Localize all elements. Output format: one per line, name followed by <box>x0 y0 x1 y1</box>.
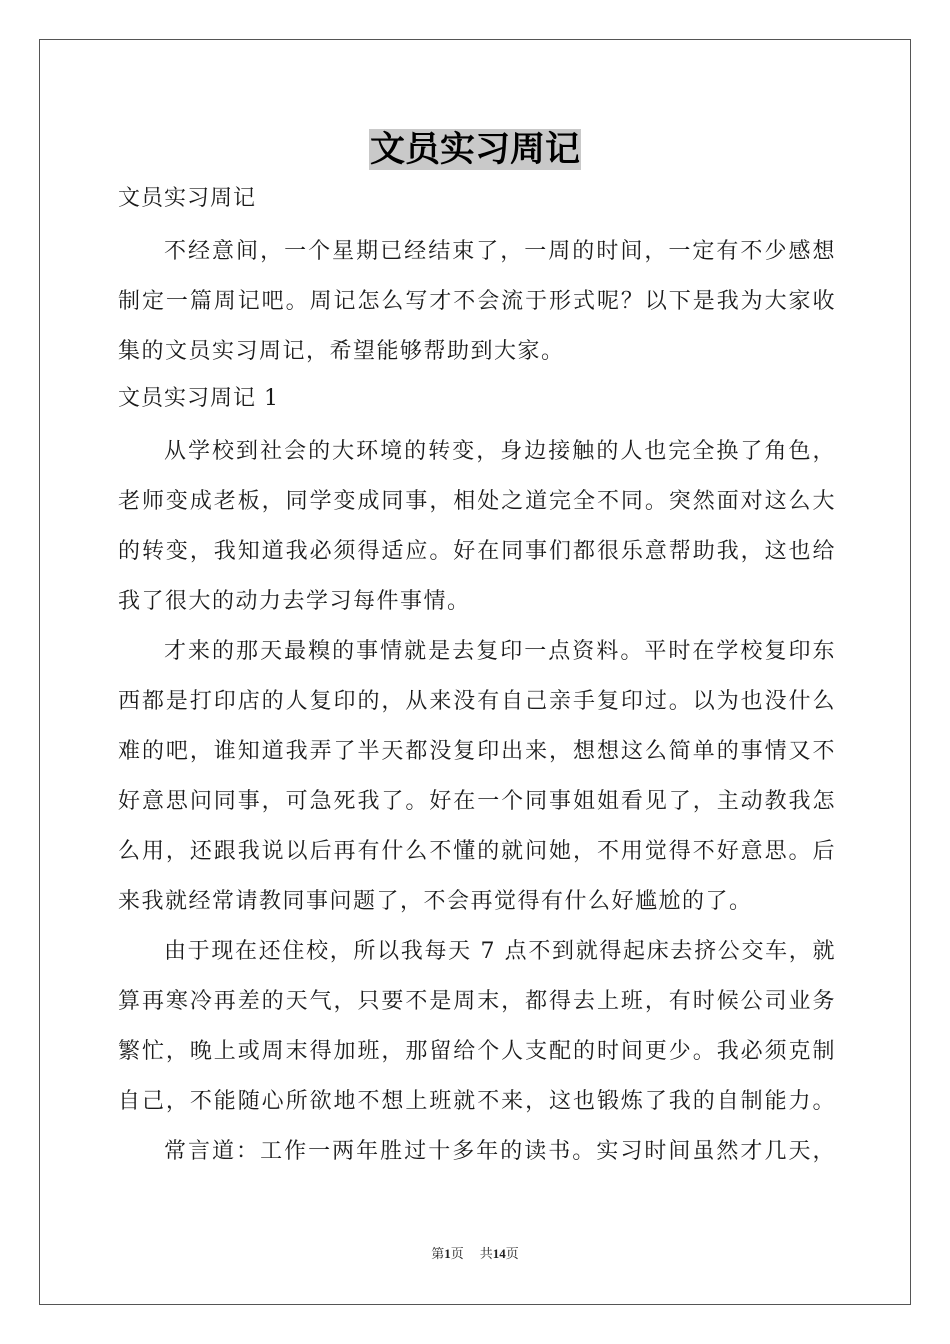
paragraph-line: 难的吧，谁知道我弄了半天都没复印出来，想想这么简单的事情又不 <box>118 739 836 764</box>
paragraph-line: 老师变成老板，同学变成同事，相处之道完全不同。突然面对这么大 <box>118 489 836 514</box>
paragraph-line: 从学校到社会的大环境的转变，身边接触的人也完全换了角色， <box>164 439 836 464</box>
paragraph-line: 集的文员实习周记，希望能够帮助到大家。 <box>118 339 565 364</box>
document-title <box>0 124 950 176</box>
paragraph-line: 自己，不能随心所欲地不想上班就不来，这也锻炼了我的自制能力。 <box>118 1089 836 1114</box>
total-suffix: 页 <box>505 1246 519 1261</box>
body-paragraph <box>118 627 836 927</box>
paragraph-line: 常言道：工作一两年胜过十多年的读书。实习时间虽然才几天， <box>164 1139 836 1164</box>
body-paragraph <box>118 1127 836 1177</box>
paragraph-line: 来我就经常请教同事问题了，不会再觉得有什么好尴尬的了。 <box>118 889 753 914</box>
paragraph-line: 的转变，我知道我必须得适应。好在同事们都很乐意帮助我，这也给 <box>118 539 836 564</box>
paragraph-line: 才来的那天最糗的事情就是去复印一点资料。平时在学校复印东 <box>164 639 836 664</box>
page-suffix: 页 <box>450 1246 464 1261</box>
paragraph-line: 不经意间，一个星期已经结束了，一周的时间，一定有不少感想 <box>164 239 836 264</box>
body-paragraph <box>118 927 836 1127</box>
paragraph-line: 我了很大的动力去学习每件事情。 <box>118 589 471 614</box>
section-heading: 文员实习周记 1 <box>118 386 279 411</box>
paragraph-line: 繁忙，晚上或周末得加班，那留给个人支配的时间更少。我必须克制 <box>118 1039 836 1064</box>
page-prefix: 第 <box>431 1246 445 1261</box>
paragraph-line: 么用，还跟我说以后再有什么不懂的就问她，不用觉得不好意思。后 <box>118 839 836 864</box>
paragraph-line: 算再寒冷再差的天气，只要不是周末，都得去上班，有时候公司业务 <box>118 989 836 1014</box>
paragraph-line: 由于现在还住校，所以我每天 7 点不到就得起床去挤公交车，就 <box>164 939 836 964</box>
document-body <box>118 177 836 1177</box>
total-prefix: 共 <box>479 1246 493 1261</box>
document-subtitle: 文员实习周记 <box>118 186 257 211</box>
document-title-text: 文员实习周记 <box>369 129 580 170</box>
paragraph-line: 制定一篇周记吧。周记怎么写才不会流于形式呢？以下是我为大家收 <box>118 289 836 314</box>
body-paragraph <box>118 427 836 627</box>
page-footer <box>0 1243 950 1262</box>
total-pages: 14 <box>492 1246 506 1261</box>
paragraph-line: 好意思问同事，可急死我了。好在一个同事姐姐看见了，主动教我怎 <box>118 789 836 814</box>
intro-paragraph <box>118 227 836 377</box>
paragraph-line: 西都是打印店的人复印的，从来没有自己亲手复印过。以为也没什么 <box>118 689 836 714</box>
page-number: 1 <box>444 1246 451 1261</box>
